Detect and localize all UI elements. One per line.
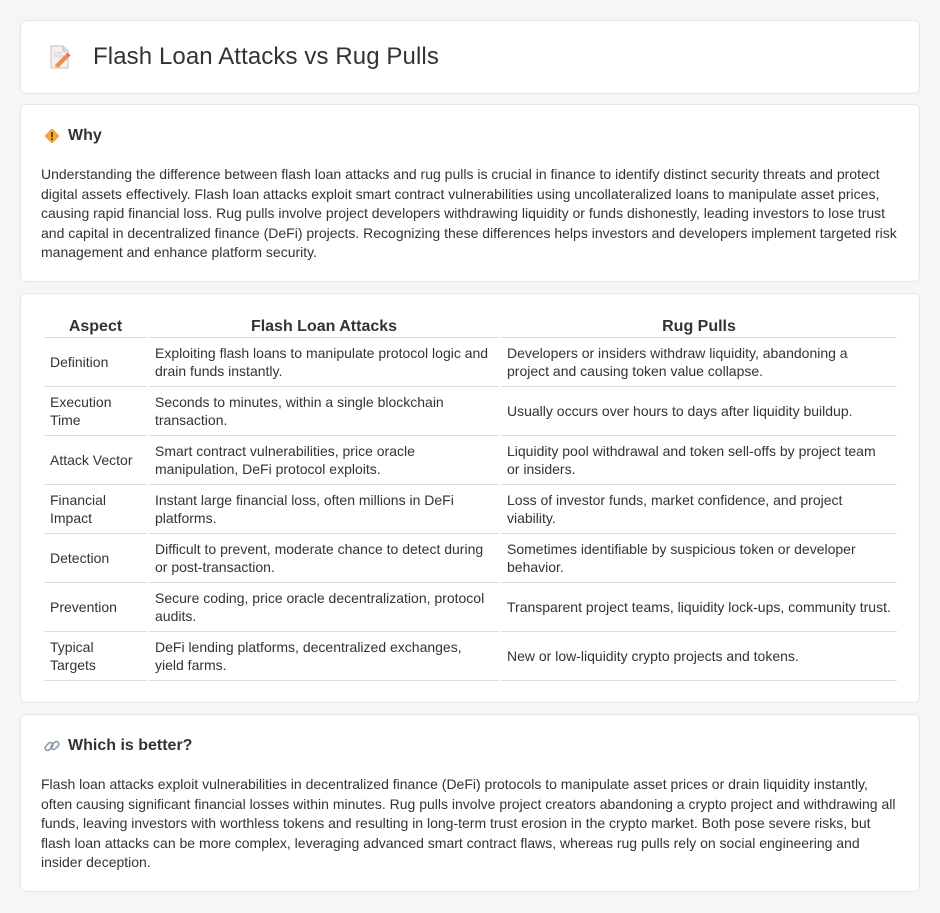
page-title: Flash Loan Attacks vs Rug Pulls <box>93 43 439 70</box>
aspect-cell: Financial Impact <box>44 485 147 534</box>
flash-loan-cell: Difficult to prevent, moderate chance to detect during or post-transaction. <box>149 534 499 583</box>
flash-loan-cell: Seconds to minutes, within a single blockchain transaction. <box>149 387 499 436</box>
aspect-cell: Typical Targets <box>44 632 147 681</box>
rug-pull-cell: Transparent project teams, liquidity lock-ups, community trust. <box>501 583 897 632</box>
table-row <box>44 632 897 681</box>
rug-pull-cell: Usually occurs over hours to days after liquidity buildup. <box>501 387 897 436</box>
rug-pull-cell: Loss of investor funds, market confidence, and project viability. <box>501 485 897 534</box>
header <box>45 43 439 71</box>
aspect-cell: Definition <box>44 338 147 387</box>
table-row <box>44 583 897 632</box>
aspect-cell: Detection <box>44 534 147 583</box>
flash-loan-cell: Smart contract vulnerabilities, price oracle manipulation, DeFi protocol exploits. <box>149 436 499 485</box>
table-row <box>44 534 897 583</box>
rug-pull-cell: Developers or insiders withdraw liquidity, abandoning a project and causing token value collapse. <box>501 338 897 387</box>
why-title: Why <box>68 127 102 144</box>
warning-diamond-icon <box>43 127 61 145</box>
why-section <box>20 104 920 282</box>
header-aspect: Aspect <box>44 316 147 338</box>
why-heading <box>43 127 102 145</box>
link-icon <box>43 737 61 755</box>
why-text: Understanding the difference between flash loan attacks and rug pulls is crucial in finance to identify distinct security threats and protect digital assets effectively. Flash loan attacks exploit smart contract vulnerabilities using uncollateralized loans to manipulate asset prices, causing rapid financial loss. Rug pulls involve project developers withdrawing liquidity or funds dishonestly, leading investors to lose trust and capital in decentralized finance (DeFi) projects. Recognizing these differences helps investors and developers implement targeted risk management and enhance platform security. <box>41 166 897 260</box>
flash-loan-cell: Instant large financial loss, often millions in DeFi platforms. <box>149 485 499 534</box>
rug-pull-cell: New or low-liquidity crypto projects and tokens. <box>501 632 897 681</box>
header-rug-pulls: Rug Pulls <box>501 316 897 338</box>
table-header-row <box>44 316 897 338</box>
aspect-cell: Prevention <box>44 583 147 632</box>
better-text: Flash loan attacks exploit vulnerabilities in decentralized finance (DeFi) protocols to manipulate asset prices or drain liquidity instantly, often causing significant financial losses within minutes. Rug pulls involve project creators abandoning a crypto project and withdrawing all funds, leaving investors with worthless tokens and resulting in long-term trust erosion in the crypto market. Both pose severe risks, but flash loan attacks can be more complex, leveraging advanced smart contract flaws, whereas rug pulls rely on social engineering and insider deception. <box>41 776 896 870</box>
flash-loan-cell: Exploiting flash loans to manipulate protocol logic and drain funds instantly. <box>149 338 499 387</box>
better-heading <box>43 737 192 755</box>
flash-loan-cell: DeFi lending platforms, decentralized exchanges, yield farms. <box>149 632 499 681</box>
document-pencil-icon <box>45 43 73 71</box>
comparison-section <box>20 293 920 703</box>
flash-loan-cell: Secure coding, price oracle decentralization, protocol audits. <box>149 583 499 632</box>
which-is-better-section <box>20 714 920 892</box>
table-row <box>44 387 897 436</box>
rug-pull-cell: Sometimes identifiable by suspicious token or developer behavior. <box>501 534 897 583</box>
table-row <box>44 338 897 387</box>
aspect-cell: Attack Vector <box>44 436 147 485</box>
table-row <box>44 436 897 485</box>
aspect-cell: Execution Time <box>44 387 147 436</box>
rug-pull-cell: Liquidity pool withdrawal and token sell-offs by project team or insiders. <box>501 436 897 485</box>
header-flash-loan: Flash Loan Attacks <box>149 316 499 338</box>
table-row <box>44 485 897 534</box>
comparison-table <box>42 316 899 681</box>
better-title: Which is better? <box>68 737 193 754</box>
header-card <box>20 20 920 94</box>
